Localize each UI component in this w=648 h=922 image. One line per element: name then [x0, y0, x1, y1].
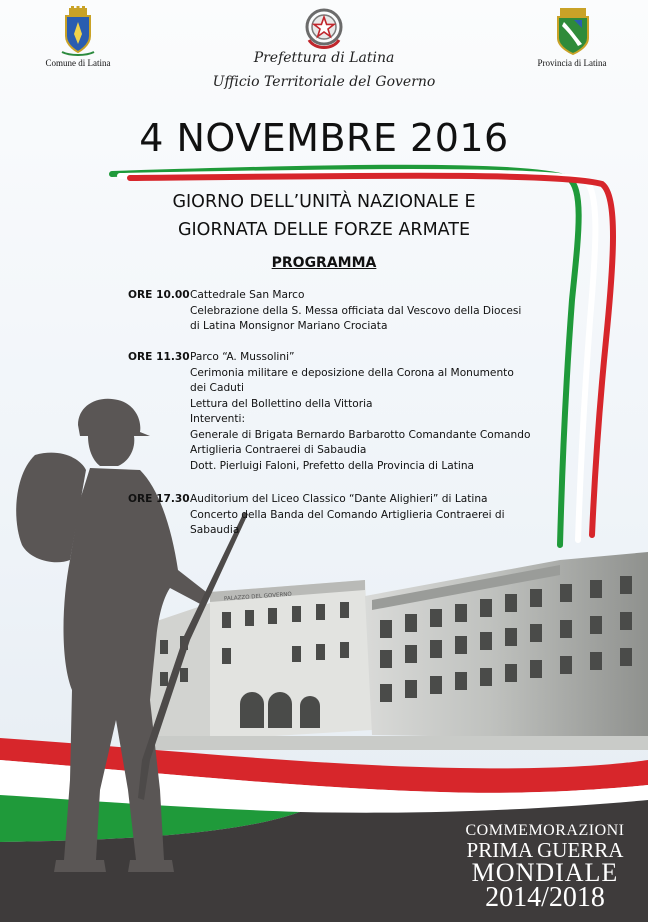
program-line: Generale di Brigata Bernardo Barbarotto Comandante Comando	[190, 428, 531, 441]
program-time: ORE 10.00	[128, 289, 190, 301]
program-entry-1	[128, 288, 568, 338]
subtitle-line-1: GIORNO DELL’UNITÀ NAZIONALE E	[172, 192, 476, 212]
program-time: ORE 17.30	[128, 493, 190, 505]
republic-emblem	[303, 6, 345, 52]
commemoration-years: 2014/2018	[485, 882, 605, 913]
program-line: Parco “A. Mussolini”	[190, 351, 295, 363]
program-time: ORE 11.30	[128, 351, 190, 363]
program-line: Interventi:	[190, 413, 246, 425]
program-line: Artiglieria Contraerei di Sabaudia	[190, 444, 367, 456]
building-sign: PALAZZO DEL GOVERNO	[223, 591, 292, 603]
commemoration-line-3: MONDIALE	[471, 858, 619, 887]
program-line: Dott. Pierluigi Faloni, Prefetto della Provincia di Latina	[190, 459, 475, 472]
program-line: Cattedrale San Marco	[190, 289, 305, 301]
program-line: Cerimonia militare e deposizione della Corona al Monumento	[190, 366, 514, 379]
program-line: Sabaudia	[190, 524, 240, 536]
prefecture-name: Prefettura di Latina	[253, 50, 395, 66]
comune-latina-logo	[58, 6, 98, 58]
comune-latina-caption: Comune di Latina	[45, 58, 111, 68]
italian-republic-emblem-icon	[303, 6, 345, 52]
comune-latina-crest-icon	[58, 6, 98, 58]
provincia-latina-caption: Provincia di Latina	[537, 58, 607, 68]
program-entry-3	[128, 492, 568, 542]
program-line: Auditorium del Liceo Classico “Dante Alighieri” di Latina	[190, 493, 488, 505]
commemoration-line-1: COMMEMORAZIONI	[465, 822, 625, 839]
prefecture-office: Ufficio Territoriale del Governo	[212, 74, 436, 90]
program-entry-2	[128, 350, 568, 476]
program-line: di Latina Monsignor Mariano Crociata	[190, 320, 388, 332]
provincia-latina-crest-icon	[554, 6, 592, 56]
program-line: dei Caduti	[190, 382, 244, 394]
program-line: Celebrazione della S. Messa officiata dal Vescovo della Diocesi	[190, 304, 522, 317]
subtitle-line-2: GIORNATA DELLE FORZE ARMATE	[177, 220, 471, 240]
commemoration-line-2: PRIMA GUERRA	[466, 838, 624, 862]
program-heading: PROGRAMMA	[271, 255, 377, 271]
program-line: Lettura del Bollettino della Vittoria	[190, 397, 373, 410]
provincia-latina-logo	[554, 6, 592, 56]
program-line: Concerto della Banda del Comando Artiglieria Contraerei di	[190, 508, 505, 521]
event-date-title: 4 NOVEMBRE 2016	[139, 116, 509, 160]
